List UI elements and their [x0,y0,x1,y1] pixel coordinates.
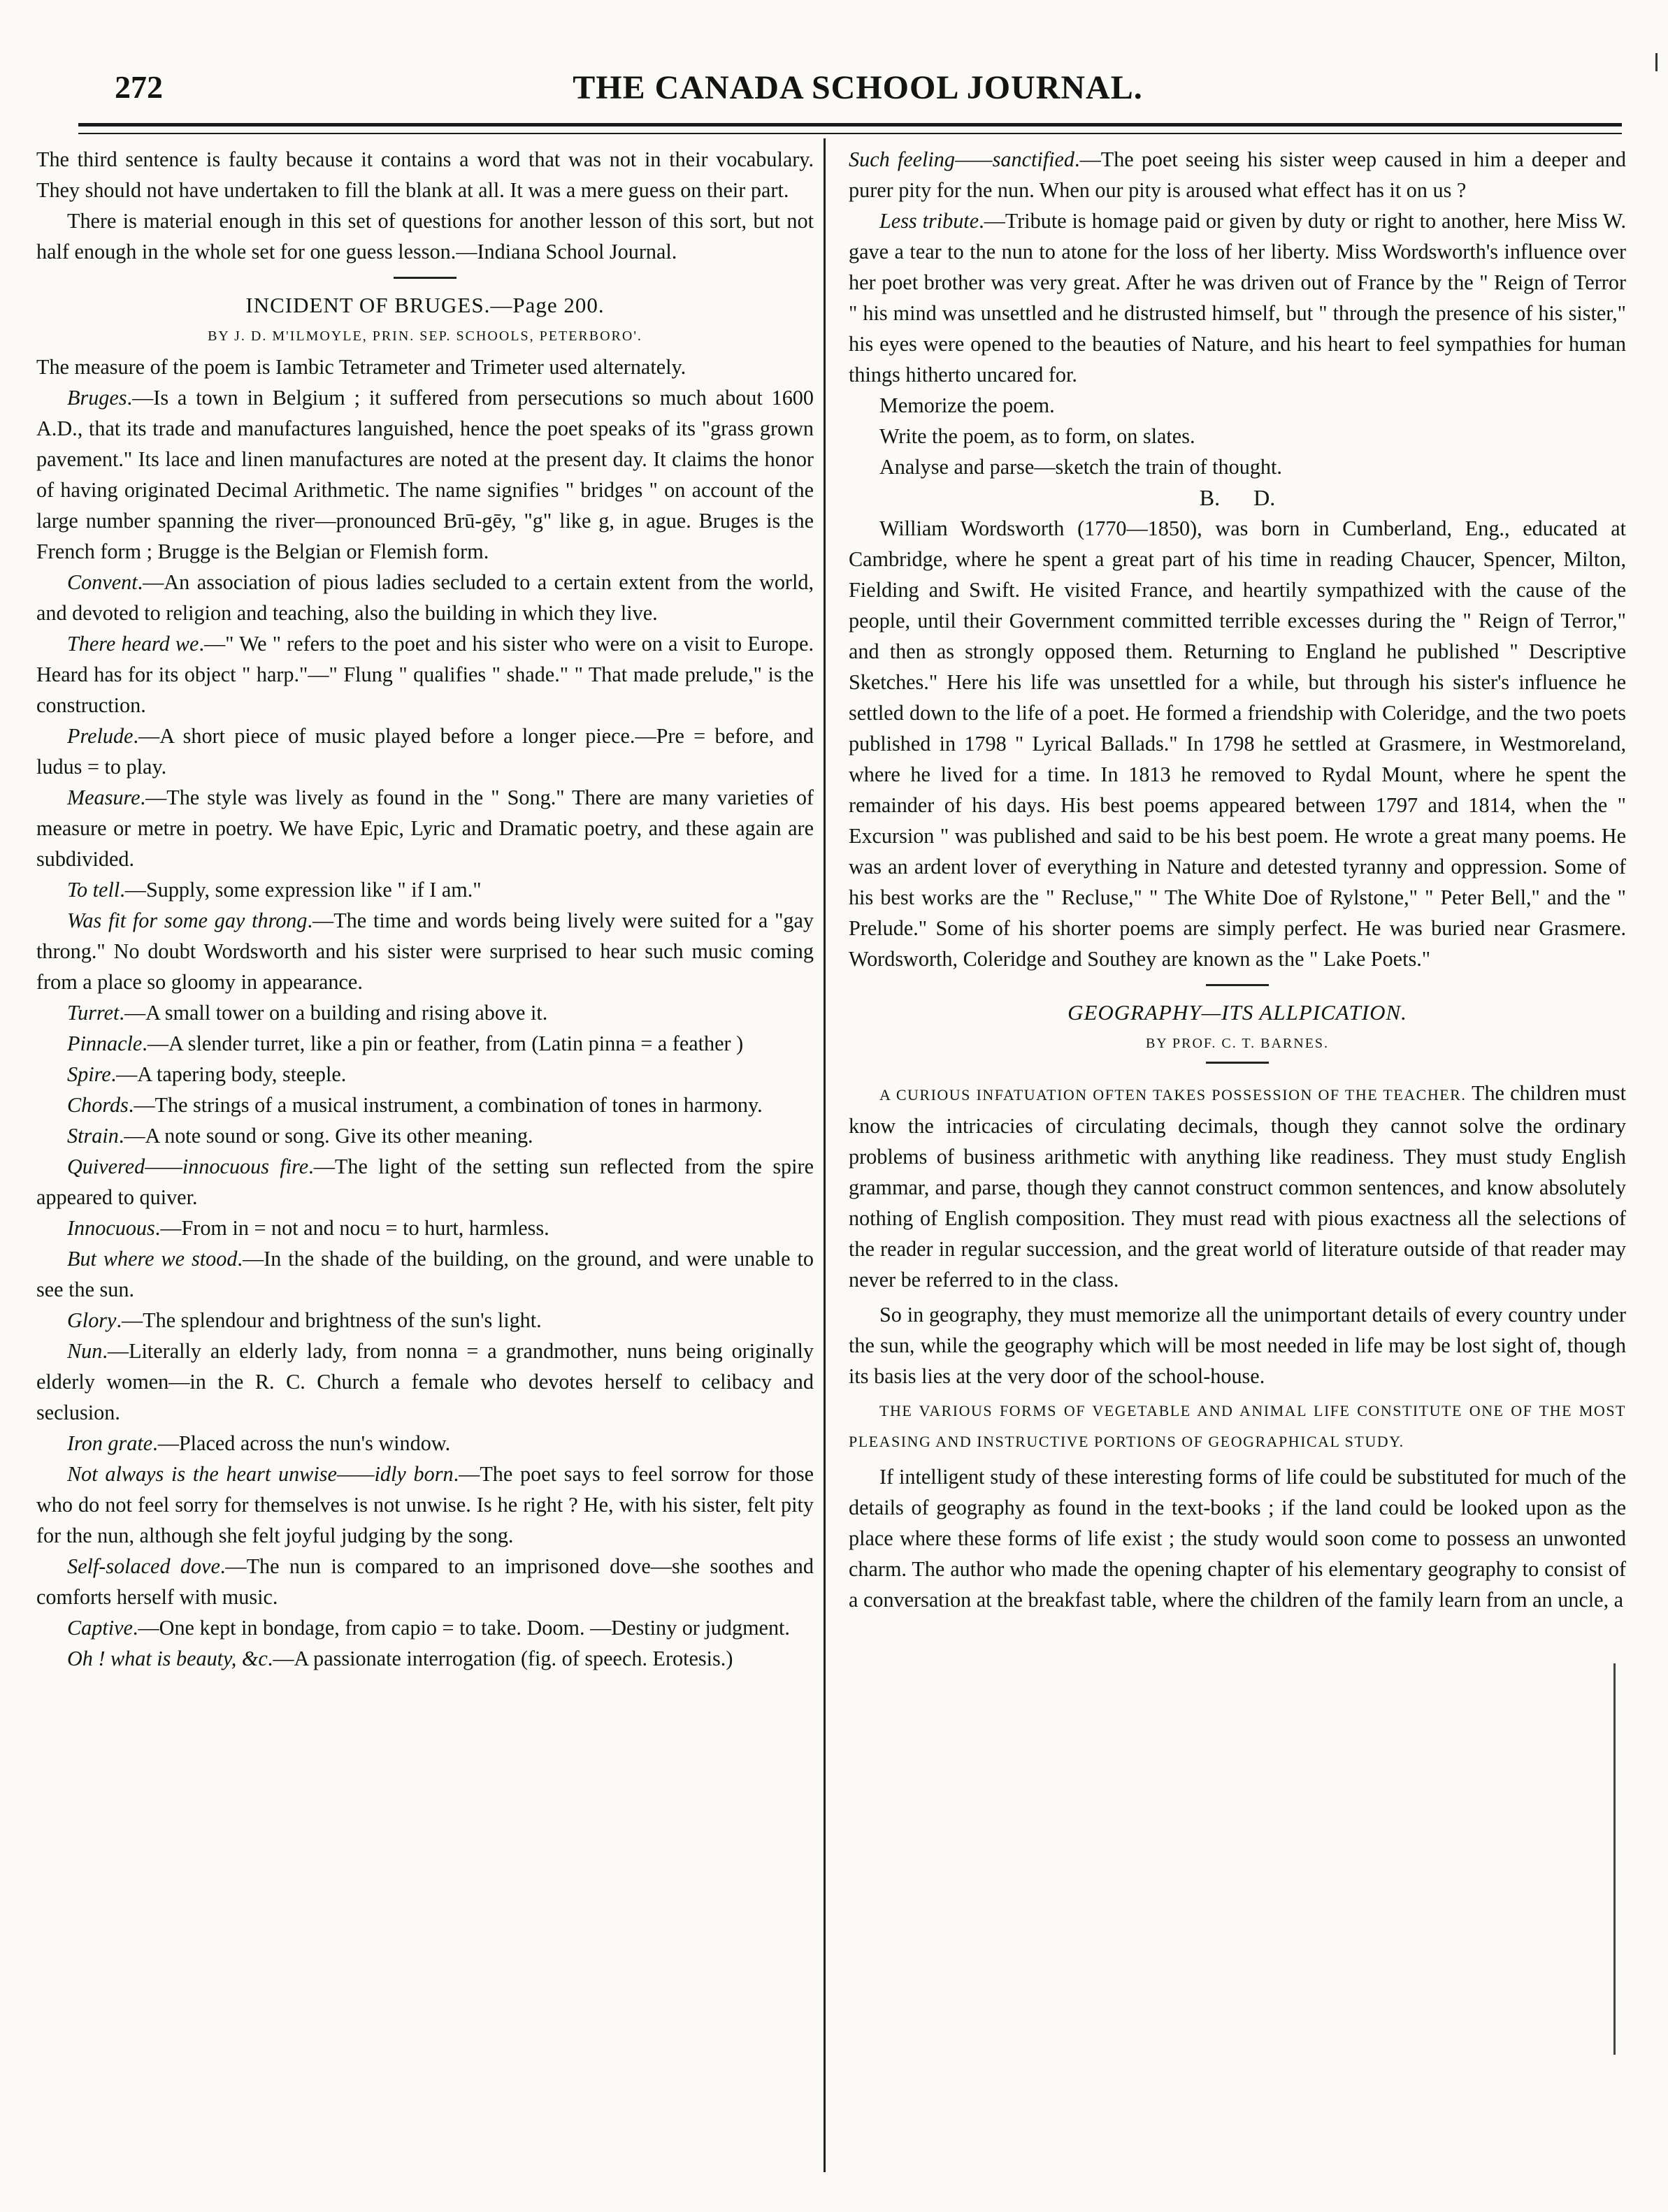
left-paragraph: Pinnacle.—A slender turret, like a pin or feather, from (Latin pinna = a feather ) [67,1032,744,1055]
left-paragraph: The measure of the poem is Iambic Tetrameter and Trimeter used alternately. [36,355,686,379]
section-divider-3 [1206,1062,1269,1064]
header-rule-thick [78,123,1622,126]
geography-title: GEOGRAPHY—ITS ALLPICATION. [1067,1000,1407,1025]
geography-paragraph-2: So in geography, they must memorize all the unimportant details of every country under the sun, while the geography which will be most needed in life may be lost sight of, though its basis lies at the very door of the school-house. [849,1303,1626,1388]
left-paragraph: Glory.—The splendour and brightness of the sun's light. [67,1308,542,1332]
right-paragraph: Memorize the poem. [879,393,1055,417]
header-rule-thin [78,133,1622,134]
left-paragraph: Convent.—An association of pious ladies secluded to a certain extent from the world, and devoted to religion and teaching, also the building in which they live. [36,570,814,625]
left-paragraph: Captive.—One kept in bondage, from capio = to take. Doom. —Destiny or judgment. [67,1616,790,1640]
bd-label: B. D. [1199,485,1276,510]
left-column [36,144,814,1674]
intro-paragraph-2: There is material enough in this set of questions for another lesson of this sort, but not half enough in the whole set for one guess lesson.—Indiana School Journal. [36,209,814,263]
journal-title: THE CANADA SCHOOL JOURNAL. [573,69,1143,106]
left-paragraph: Oh ! what is beauty, &c.—A passionate interrogation (fig. of speech. Erotesis.) [67,1647,733,1670]
left-paragraph: Innocuous.—From in = not and nocu = to hurt, harmless. [67,1216,549,1240]
left-paragraph: Nun.—Literally an elderly lady, from nonna = a grandmother, nuns being originally elderly women—in the R. C. Church a female who devotes herself to celibacy and seclusion. [36,1339,814,1424]
left-paragraph: Self-solaced dove.—The nun is compared to an imprisoned dove—she soothes and comforts herself with music. [36,1554,814,1609]
left-paragraph: Turret.—A small tower on a building and rising above it. [67,1001,548,1025]
geography-byline: BY PROF. C. T. BARNES. [1145,1036,1330,1051]
margin-mark [1655,53,1658,71]
geography-paragraph-3: THE VARIOUS FORMS OF VEGETABLE AND ANIMAL LIFE CONSTITUTE ONE OF THE MOST PLEASING AND INSTRUCTIVE PORTIONS OF GEOGRAPHICAL STUDY. [849,1402,1626,1450]
left-paragraph: There heard we.—" We " refers to the poet and his sister who were on a visit to Europe. Heard has for its object " harp."—" Flung " qualifies " shade." " That made prelude," is the construction. [36,632,814,717]
left-paragraphs [36,352,814,1674]
left-paragraph: Chords.—The strings of a musical instrument, a combination of tones in harmony. [67,1093,763,1117]
right-column [849,144,1626,1615]
margin-bracket [1613,1663,1616,2055]
left-paragraph: Strain.—A note sound or song. Give its other meaning. [67,1124,533,1148]
section-byline: BY J. D. M'ILMOYLE, PRIN. SEP. SCHOOLS, PETERBORO'. [208,328,642,344]
left-paragraph: Bruges.—Is a town in Belgium ; it suffered from persecutions so much about 1600 A.D., that its trade and manufactures languished, hence the poet speaks of its "grass grown pavement." Its lace and linen manufactures are noted at the present day. It claims the honor of having originated Decimal Arithmetic. The name signifies " bridges " on account of the large number spanning the river—pronounced Brū-gēy, "g" like g, in ague. Bruges is the French form ; Brugge is the Belgian or Flemish form. [36,386,814,563]
section-title: INCIDENT OF BRUGES.—Page 200. [245,293,605,317]
right-paragraph: Write the poem, as to form, on slates. [879,424,1195,448]
geography-paragraph-1: A CURIOUS INFATUATION OFTEN TAKES POSSESSION OF THE TEACHER. The children must know the intricacies of circulating decimals, though they cannot solve the ordinary problems of business arithmetic with anything like readiness. They must study English grammar, and parse, though they cannot construct common sentences, and know absolutely nothing of English composition. They must read with pious exactness all the selections of the reader in regular succession, and the great world of literature outside of that reader may never be referred to in the class. [849,1081,1626,1292]
left-paragraph: Spire.—A tapering body, steeple. [67,1062,347,1086]
section-divider-2 [1206,984,1269,986]
right-paragraph: Such feeling——sanctified.—The poet seeing his sister weep caused in him a deeper and purer pity for the nun. When our pity is aroused what effect has it on us ? [849,147,1626,202]
intro-paragraph-1: The third sentence is faulty because it contains a word that was not in their vocabulary. They should not have undertaken to fill the blank at all. It was a mere guess on their part. [36,147,814,202]
column-divider [824,138,826,2172]
left-paragraph: Measure.—The style was lively as found in the " Song." There are many varieties of measure or metre in poetry. We have Epic, Lyric and Dramatic poetry, and these again are subdivided. [36,786,814,871]
left-paragraph: But where we stood.—In the shade of the building, on the ground, and were unable to see the sun. [36,1247,814,1301]
left-paragraph: Not always is the heart unwise——idly born.—The poet says to feel sorrow for those who do not feel sorry for themselves is not unwise. Is he right ? He, with his sister, felt pity for the nun, although she felt joyful judging by the song. [36,1462,814,1547]
left-paragraph: Was fit for some gay throng.—The time and words being lively were suited for a "gay throng." No doubt Wordsworth and his sister were surprised to hear such music coming from a place so gloomy in appearance. [36,909,814,994]
geography-paragraph-4: If intelligent study of these interesting forms of life could be substituted for much of the details of geography as found in the text-books ; if the land could be looked upon as the place where these forms of life exist ; the study would soon come to possess an unwonted charm. The author who made the opening chapter of his elementary geography to consist of a conversation at the breakfast table, where the children of the family learn from an uncle, a [849,1465,1626,1612]
section-divider [394,277,456,279]
left-paragraph: To tell.—Supply, some expression like " if I am." [67,878,482,902]
page-header [78,68,1637,110]
left-paragraph: Prelude.—A short piece of music played before a longer piece.—Pre = before, and ludus = to play. [36,724,814,779]
left-paragraph: Quivered——innocuous fire.—The light of the setting sun reflected from the spire appeared to quiver. [36,1155,814,1209]
right-top-paragraphs [849,144,1626,482]
right-paragraph: Less tribute.—Tribute is homage paid or given by duty or right to another, here Miss W. gave a tear to the nun to atone for the loss of her liberty. Miss Wordsworth's influence over her poet brother was very great. After he was driven out of France by the " Reign of Terror " his mind was unsettled and he distrusted himself, but " through the presence of his sister," his eyes were opened to the beauties of Nature, and his heart to feel sympathies for human things hitherto uncared for. [849,209,1626,386]
left-paragraph: Iron grate.—Placed across the nun's window. [67,1431,451,1455]
right-paragraph: Analyse and parse—sketch the train of thought. [879,455,1282,479]
biography-paragraph: William Wordsworth (1770—1850), was born in Cumberland, Eng., educated at Cambridge, where he spent a great part of his time in reading Chaucer, Spencer, Milton, Fielding and Swift. He visited France, and heartily sympathized with the cause of the people, until their Government committed terrible excesses during the " Reign of Terror," and then as strongly opposed them. Returning to England he published " Descriptive Sketches." Here his life was unsettled for a while, but through his sister's influence he settled down to the life of a poet. He formed a friendship with Coleridge, and the two poets published in 1798 " Lyrical Ballads." In 1798 he settled at Grasmere, in Westmoreland, where he lived for a time. In 1813 he removed to Rydal Mount, where he spent the remainder of his days. His best poems appeared between 1797 and 1814, when the " Excursion " was published and said to be his best poem. He wrote a great many poems. He was an ardent lover of everything in Nature and detested tyranny and oppression. Some of his best works are the " Recluse," " The White Doe of Rylstone," " Peter Bell," and the " Prelude." Some of his shorter poems are simply perfect. He was buried near Grasmere. Wordsworth, Coleridge and Southey are known as the " Lake Poets." [849,516,1626,971]
page-number: 272 [115,69,163,105]
